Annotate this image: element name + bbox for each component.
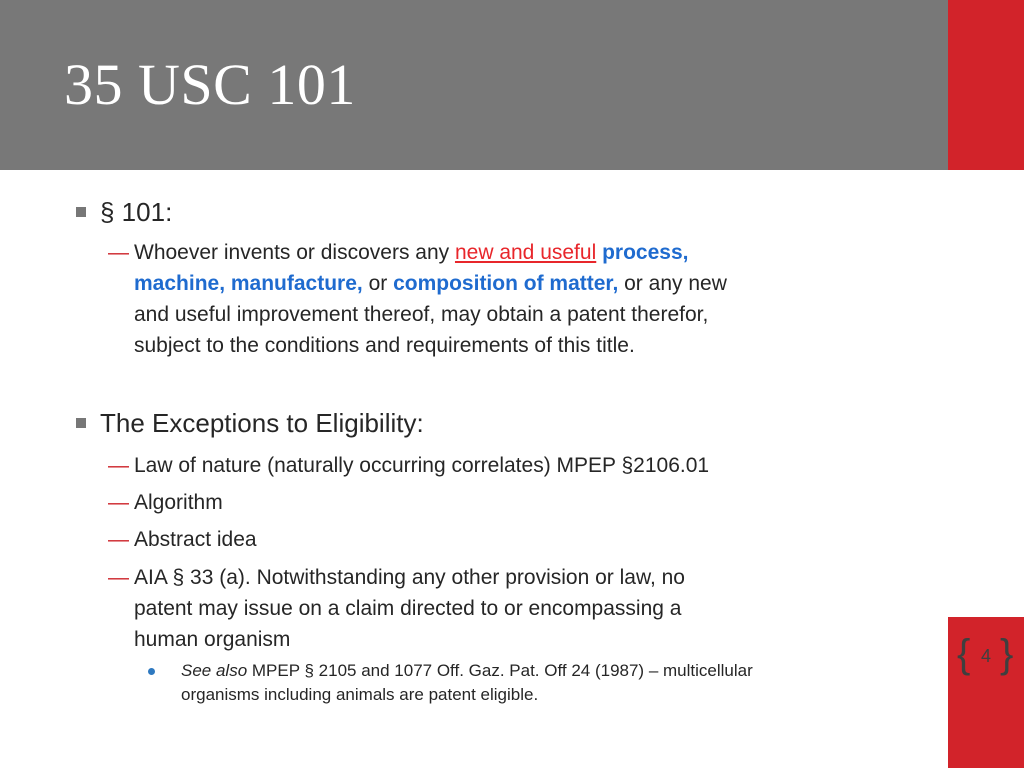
dash-marker: —	[108, 566, 129, 589]
statute-text: Whoever invents or discovers any	[134, 241, 455, 264]
statute-comma: ,	[612, 272, 619, 295]
statute-line-1	[134, 237, 688, 268]
firm-logo	[950, 321, 1012, 605]
statute-line-3: and useful improvement thereof, may obtain a patent therefor,	[134, 303, 709, 326]
slide-title: 35 USC 101	[64, 52, 356, 117]
section101-heading: § 101:	[100, 197, 173, 227]
see-also-italic: See also	[181, 661, 248, 680]
page-number: 4	[980, 646, 991, 666]
see-also-line-2: organisms including animals are patent eligible.	[181, 685, 539, 704]
exception-aia-line-2: patent may issue on a claim directed to or encompassing a	[134, 597, 682, 620]
exception-aia-line-3: human organism	[134, 628, 291, 651]
machine-manufacture-highlight: machine, manufacture	[134, 272, 357, 295]
see-also-text: MPEP § 2105 and 1077 Off. Gaz. Pat. Off 24 (1987) – multicellular	[247, 661, 753, 680]
bullet-square-icon	[76, 418, 86, 428]
exception-algorithm: Algorithm	[134, 491, 223, 514]
see-also-line-1	[181, 659, 881, 683]
statute-line-2	[134, 268, 727, 299]
dash-marker: —	[108, 528, 129, 551]
firm-logo-text: DrinkerBiddle	[953, 321, 1009, 605]
dash-marker: —	[108, 491, 129, 514]
page-bracket-right: }	[1000, 632, 1014, 676]
exception-abstract-idea: Abstract idea	[134, 528, 257, 551]
exception-law-of-nature: Law of nature (naturally occurring correlates) MPEP §2106.01	[134, 454, 710, 477]
statute-comma: ,	[682, 241, 689, 264]
new-and-useful-highlight: new and useful	[454, 241, 597, 264]
statute-line-4: subject to the conditions and requirements of this title.	[134, 334, 635, 357]
process-highlight: process	[602, 241, 683, 264]
dash-marker: —	[108, 241, 129, 264]
exception-aia-line-1: AIA § 33 (a). Notwithstanding any other provision or law, no	[134, 566, 685, 589]
exceptions-heading: The Exceptions to Eligibility:	[100, 408, 424, 438]
statute-text: or any new	[618, 272, 727, 295]
dash-marker: —	[108, 454, 129, 477]
composition-highlight: composition of matter	[393, 272, 613, 295]
bullet-square-icon	[76, 207, 86, 217]
statute-text: or	[362, 272, 394, 295]
statute-comma: ,	[356, 272, 363, 295]
page-bracket-left: {	[957, 632, 971, 676]
sub-bullet-dot-icon	[148, 668, 155, 675]
